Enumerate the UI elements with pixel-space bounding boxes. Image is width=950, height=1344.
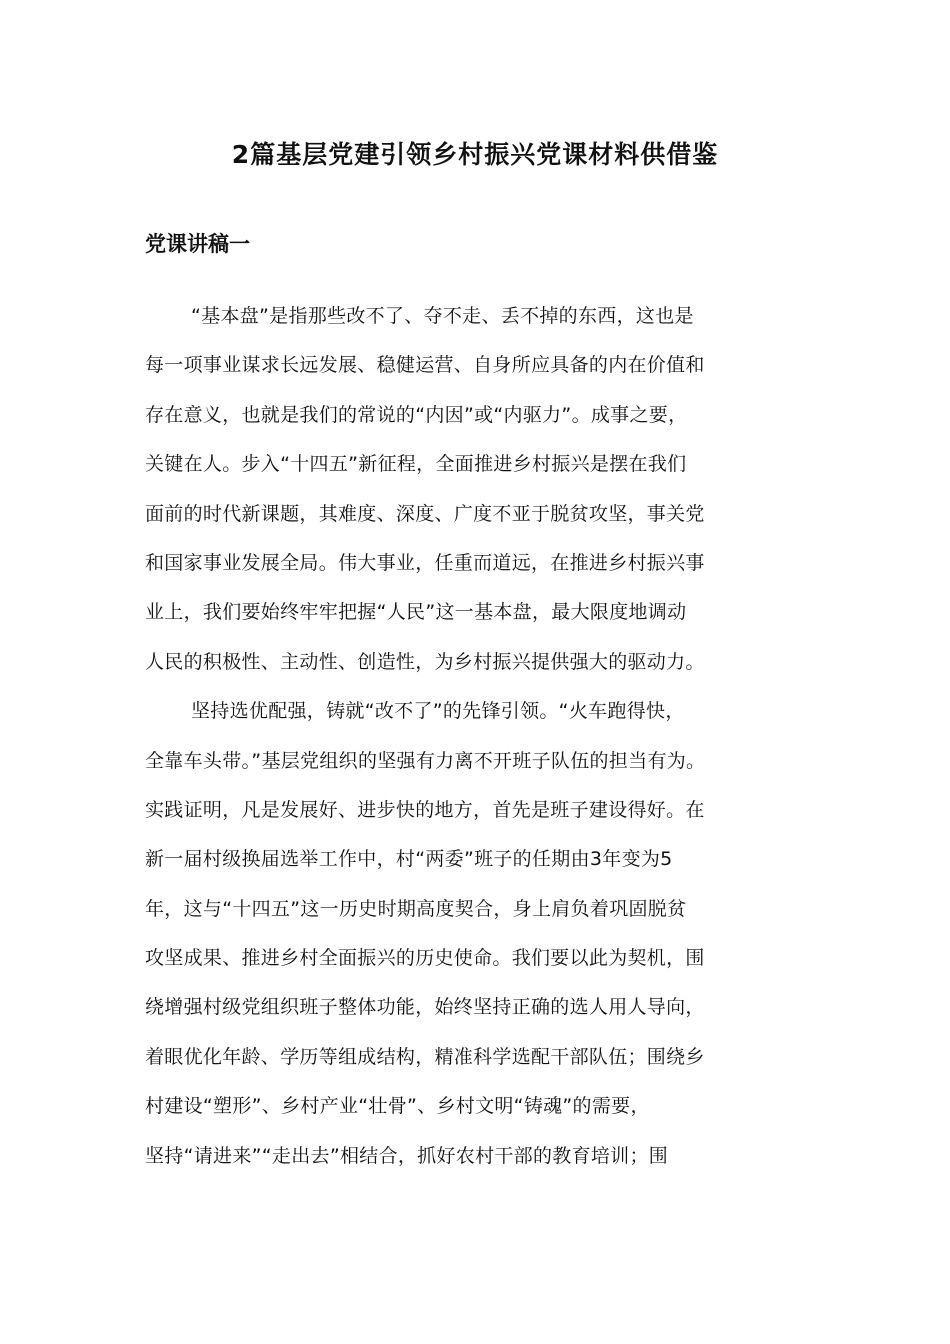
paragraph-line: 关键在人。步入“十四五”新征程，全面推进乡村振兴是摆在我们	[145, 453, 687, 476]
paragraph-line: 每一项事业谋求长远发展、稳健运营、自身所应具备的内在价值和	[145, 354, 705, 377]
section-heading: 党课讲稿一	[145, 232, 250, 256]
paragraph-line: 面前的时代新课题，其难度、深度、广度不亚于脱贫攻坚，事关党	[145, 502, 705, 525]
paragraph-line: 坚持选优配强，铸就“改不了”的先锋引领。“火车跑得快，	[191, 700, 685, 723]
paragraph-line: 年，这与“十四五”这一历史时期高度契合，身上肩负着巩固脱贫	[145, 897, 687, 920]
paragraph-line: “基本盘”是指那些改不了、夺不走、丢不掉的东西，这也是	[191, 305, 694, 327]
paragraph-line: 攻坚成果、推进乡村全面振兴的历史使命。我们要以此为契机，围	[145, 947, 705, 970]
document-title: 2篇基层党建引领乡村振兴党课材料供借鉴	[231, 140, 719, 169]
paragraph-line: 存在意义，也就是我们的常说的“内因”或“内驱力”。成事之要，	[145, 403, 688, 426]
paragraph-line: 绕增强村级党组织班子整体功能，始终坚持正确的选人用人导向，	[145, 996, 705, 1019]
paragraph-line: 全靠车头带。”基层党组织的坚强有力离不开班子队伍的担当有为。	[145, 749, 706, 772]
paragraph-line: 实践证明，凡是发展好、进步快的地方，首先是班子建设得好。在	[145, 798, 705, 821]
paragraph-line: 新一届村级换届选举工作中，村“两委”班子的任期由3年变为5	[145, 848, 673, 871]
paragraph-line: 着眼优化年龄、学历等组成结构，精准科学选配干部队伍；围绕乡	[145, 1045, 705, 1068]
paragraph-line: 人民的积极性、主动性、创造性，为乡村振兴提供强大的驱动力。	[145, 650, 705, 673]
paragraph-line: 坚持“请进来”“走出去”相结合，抓好农村干部的教育培训；围	[145, 1144, 669, 1167]
body-text	[145, 296, 825, 1185]
paragraph-line: 业上，我们要始终牢牢把握“人民”这一基本盘，最大限度地调动	[145, 601, 687, 624]
paragraph-line: 村建设“塑形”、乡村产业“壮骨”、乡村文明“铸魂”的需要，	[145, 1095, 650, 1118]
paragraph-line: 和国家事业发展全局。伟大事业，任重而道远，在推进乡村振兴事	[145, 551, 705, 574]
